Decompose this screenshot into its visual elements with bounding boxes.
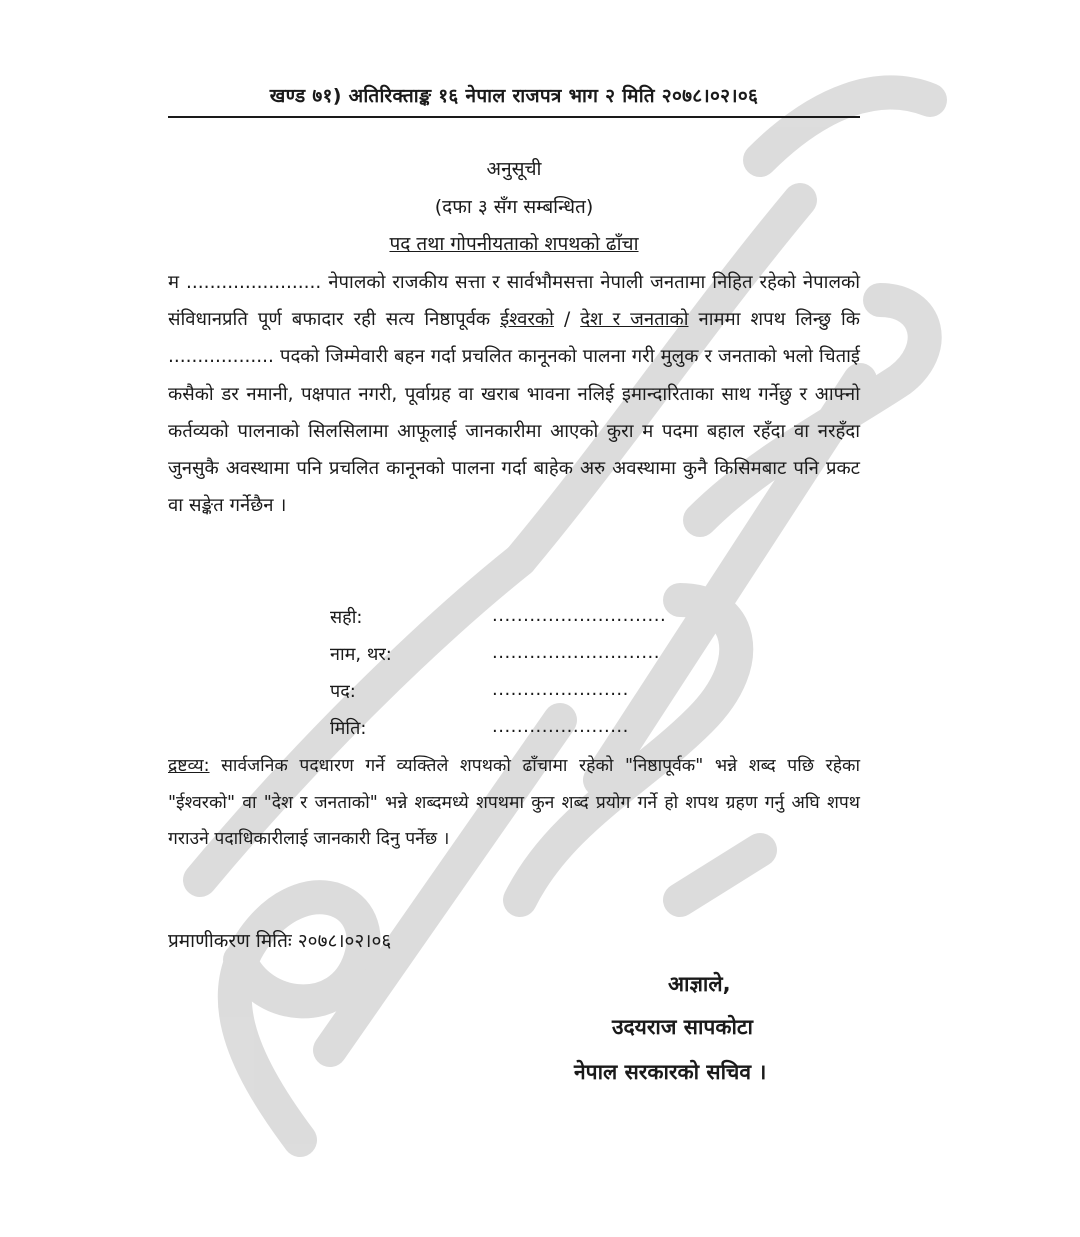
position-label: पद: — [330, 681, 356, 702]
name-blank: ........................... — [492, 642, 660, 663]
gazette-header: खण्ड ७१) अतिरिक्ताङ्क १६ नेपाल राजपत्र भाग २ मिति २०७८।०२।०६ — [168, 82, 860, 118]
oath-paragraph — [168, 264, 860, 524]
schedule-subtitle: (दफा ३ सँग सम्बन्धित) — [434, 196, 594, 218]
signature-label: सही: — [330, 607, 363, 628]
oath-separator: / — [553, 309, 581, 331]
oath-option-god: ईश्वरको — [500, 309, 554, 331]
oath-option-nation: देश र जनताको — [580, 309, 689, 331]
date-blank: ...................... — [492, 716, 629, 737]
oath-text-part1: म ....................... नेपालको राजकीय सत्ता र सार्वभौमसत्ता नेपाली जनतामा निहित रहेको नेपालको संविधानप्रति पूर्ण बफादार रही सत्य निष्ठापूर्वक — [168, 272, 860, 331]
authentication-date: प्रमाणीकरण मितिः २०७८।०२।०६ — [168, 930, 392, 952]
signature-blank: ............................ — [492, 605, 667, 626]
name-label: नाम, थर: — [330, 644, 392, 665]
date-label: मिति: — [330, 718, 367, 739]
note-label: द्रष्टव्य: — [168, 756, 210, 776]
signatory-title: नेपाल सरकारको सचिव । — [574, 1060, 767, 1084]
oath-form-heading: पद तथा गोपनीयताको शपथको ढाँचा — [389, 233, 639, 255]
schedule-title: अनुसूची — [486, 158, 542, 180]
oath-text-part2: नाममा शपथ लिन्छु कि .................. पदको जिम्मेवारी बहन गर्दा प्रचलित कानूनको पालना गरी मुलुक र जनताको भलो चिताई कसैको डर नमानी, पक्षपात नगरी, पूर्वाग्रह वा खराब भावना नलिई इमान्दारिताका साथ गर्नेछु र आफ्नो कर्तव्यको पालनाको सिलसिलामा आफूलाई जानकारीमा आएको कुरा म पदमा बहाल रहँदा वा नरहँदा जुनसुकै अवस्थामा पनि प्रचलित कानूनको पालना गर्दा बाहेक अरु अवस्थामा कुनै किसिमबाट पनि प्रकट वा सङ्केत गर्नेछैन । — [168, 309, 860, 517]
signatory-name: उदयराज सापकोटा — [612, 1015, 753, 1039]
note-text: सार्वजनिक पदधारण गर्ने व्यक्तिले शपथको ढाँचामा रहेको "निष्ठापूर्वक" भन्ने शब्द पछि रहेका "ईश्वरको" वा "देश र जनताको" भन्ने शब्दमध्ये शपथमा कुन शब्द प्रयोग गर्ने हो शपथ ग्रहण गर्नु अघि शपथ गराउने पदाधिकारीलाई जानकारी दिनु पर्नेछ । — [168, 756, 860, 849]
position-blank: ...................... — [492, 679, 629, 700]
closing-by-order: आज्ञाले, — [668, 972, 731, 996]
note-paragraph — [168, 748, 860, 858]
